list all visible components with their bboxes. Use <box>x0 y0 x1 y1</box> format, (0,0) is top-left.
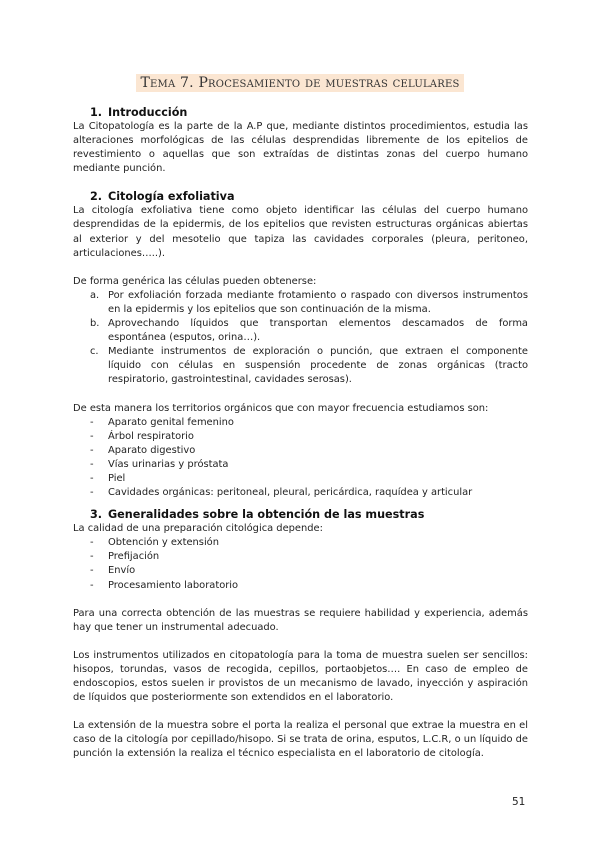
list-dash: - <box>90 472 94 484</box>
list-dash: - <box>90 444 94 456</box>
list-item-text: Envío <box>108 565 136 577</box>
list-item <box>73 430 528 444</box>
paragraph-extension: La extensión de la muestra sobre el porta la realiza el personal que extrae la muestra en el caso de la citología por cepillado/hisopo. Si se trata de orina, esputos, L.C.R, o un líquido de punción la extensión la realiza el técnico especialista en el laboratorio de citología. <box>73 720 528 760</box>
paragraph-calidad-intro: La calidad de una preparación citológica depende: <box>73 523 323 535</box>
spacer <box>73 635 528 649</box>
list-dash: - <box>90 579 94 591</box>
title-container <box>0 72 600 92</box>
section-heading-introduccion <box>73 106 528 120</box>
document-body <box>73 106 528 761</box>
section-number: 1. <box>90 106 103 119</box>
spacer <box>73 500 528 508</box>
list-dash: - <box>90 430 94 442</box>
spacer <box>73 705 528 719</box>
list-dash: - <box>90 537 94 549</box>
list-item <box>73 564 528 578</box>
list-item <box>73 550 528 564</box>
spacer <box>73 261 528 275</box>
section-title: Citología exfoliativa <box>108 190 235 204</box>
list-item <box>73 472 528 486</box>
list-item-text: Prefijación <box>108 551 160 563</box>
spacer <box>73 176 528 190</box>
list-item-text: Mediante instrumentos de exploración o punción, que extraen el componente líquido con células en suspensión procedente de zonas orgánicas (tracto respiratorio, gastrointestinal, cavidades serosas). <box>108 346 528 386</box>
list-item <box>73 289 528 317</box>
list-marker: c. <box>90 346 99 358</box>
obtencion-options-list <box>73 289 528 388</box>
list-item-text: Árbol respiratorio <box>108 430 194 442</box>
list-item-text: Vías urinarias y próstata <box>108 458 229 470</box>
list-dash: - <box>90 416 94 428</box>
list-item <box>73 444 528 458</box>
list-item-text: Aparato digestivo <box>108 444 196 456</box>
list-item <box>73 345 528 387</box>
list-dash: - <box>90 551 94 563</box>
paragraph-introduccion: La Citopatología es la parte de la A.P que, mediante distintos procedimientos, estudia las alteraciones morfológicas de las células desprendidas libremente de los epitelios de revestimiento o aquellas que son extraídas de distintas zonas del cuerpo humano mediante punción. <box>73 121 528 175</box>
list-item-text: Por exfoliación forzada mediante frotamiento o raspado con diversos instrumentos en la epidermis y los epitelios que son continuación de la misma. <box>108 289 528 315</box>
list-dash: - <box>90 487 94 499</box>
list-item <box>73 579 528 593</box>
calidad-steps-list <box>73 536 528 592</box>
list-item <box>73 416 528 430</box>
list-marker: b. <box>90 318 100 330</box>
page-number: 51 <box>512 796 526 808</box>
list-item-text: Procesamiento laboratorio <box>108 579 239 591</box>
list-item-text: Piel <box>108 472 126 484</box>
list-dash: - <box>90 565 94 577</box>
list-item-text: Aparato genital femenino <box>108 416 234 428</box>
spacer <box>73 593 528 607</box>
list-item <box>73 536 528 550</box>
spacer <box>73 388 528 402</box>
section-heading-citologia-exfoliativa <box>73 190 528 204</box>
paragraph-citologia-exfoliativa: La citología exfoliativa tiene como objeto identificar las células del cuerpo humano desprendidas de la epidermis, de los epitelios que revisten estructuras orgánicas abiertas al exterior y del mesotelio que tapiza las cavidades corporales (pleura, peritoneo, articulaciones…..). <box>73 205 528 259</box>
section-title: Introducción <box>108 106 188 119</box>
list-item-text: Obtención y extensión <box>108 537 219 549</box>
page-title: Tema 7. Procesamiento de muestras celulares <box>136 74 463 92</box>
list-item <box>73 486 528 500</box>
list-item-text: Cavidades orgánicas: peritoneal, pleural, pericárdica, raquídea y articular <box>108 487 473 499</box>
section-number: 3. <box>90 508 103 522</box>
section-number: 2. <box>90 190 103 204</box>
paragraph-obtencion-intro: De forma genérica las células pueden obtenerse: <box>73 275 317 287</box>
paragraph-obtencion-habilidad: Para una correcta obtención de las muestras se requiere habilidad y experiencia, además hay que tener un instrumental adecuado. <box>73 607 528 633</box>
paragraph-instrumentos: Los instrumentos utilizados en citopatología para la toma de muestra suelen ser sencillos: hisopos, torundas, vasos de recogida, cepillos, portaobjetos…. En caso de empleo de endoscopios, estos suelen ir provistos de un mecanismo de lavado, inyección y aspiración de líquidos que posteriormente son extendidos en el laboratorio. <box>73 649 528 704</box>
paragraph-territorios-intro: De esta manera los territorios orgánicos que con mayor frecuencia estudiamos son: <box>73 402 489 414</box>
section-title: Generalidades sobre la obtención de las muestras <box>108 508 425 522</box>
list-dash: - <box>90 458 94 470</box>
list-item-text: Aprovechando líquidos que transportan elementos descamados de forma espontánea (esputos, orina…). <box>108 318 528 344</box>
section-heading-generalidades <box>73 508 528 522</box>
territorios-list <box>73 416 528 501</box>
list-item <box>73 458 528 472</box>
list-marker: a. <box>90 289 100 301</box>
list-item <box>73 317 528 345</box>
